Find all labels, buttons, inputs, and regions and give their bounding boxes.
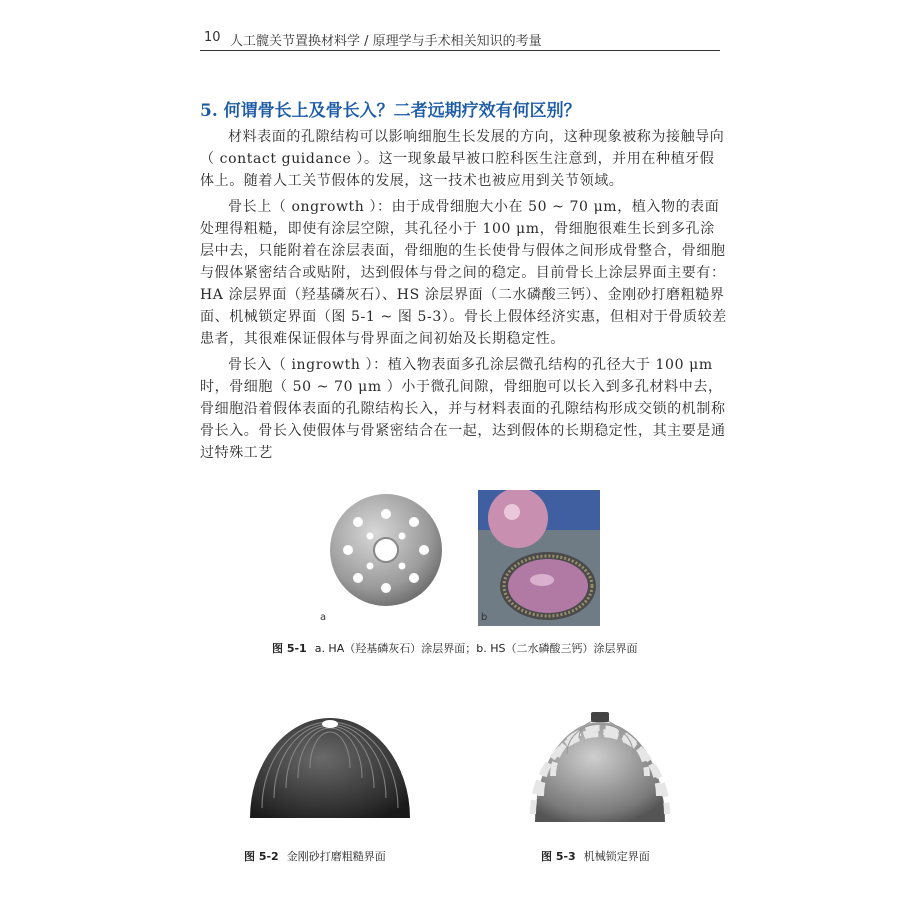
figure-5-2-text: 金刚砂打磨粗糙界面 xyxy=(286,850,386,863)
figure-5-2-caption xyxy=(244,848,386,864)
section-title: 5. 何谓骨长上及骨长入？二者远期疗效有何区别？ xyxy=(200,101,581,121)
figure-5-3-number: 图 5-3 xyxy=(541,850,576,863)
figure-5-2-number: 图 5-2 xyxy=(244,850,279,863)
running-header xyxy=(200,28,720,51)
figure-5-1a-label: a xyxy=(320,612,327,623)
figure-5-1b-label: b xyxy=(481,612,488,623)
figure-5-2-image xyxy=(240,700,420,840)
figure-5-1a-image xyxy=(318,492,458,622)
figure-5-1b-image xyxy=(478,490,600,626)
figure-5-3-caption xyxy=(541,848,650,864)
paragraph-ingrowth: 骨长入（ ingrowth ）：植入物表面多孔涂层微孔结构的孔径大于 100 μm 时，骨细胞（ 50 ~ 70 μm ）小于微孔间隙，骨细胞可以长入到多孔材料中去，骨细胞沿着假体表面的孔隙结构长入，并与材料表面的孔隙结构形成交锁的机制称骨长入。骨长入使假体与骨紧密结合在一起，达到假体的长期稳定性，其主要是通过特殊工艺 xyxy=(200,357,726,461)
paragraph-ongrowth: 骨长上（ ongrowth ）：由于成骨细胞大小在 50 ~ 70 μm，植入物的表面处理得粗糙，即使有涂层空隙，其孔径小于 100 μm，骨细胞很难生长到多孔涂层中去，只能附着在涂层表面，骨细胞的生长使骨与假体之间形成骨整合，骨细胞与假体紧密结合或贴附，达到假体与骨之间的稳定。目前骨长上涂层界面主要有：HA 涂层界面（羟基磷灰石）、HS 涂层界面（二水磷酸三钙）、金刚砂打磨粗糙界面、机械锁定界面（图 5-1 ~ 图 5-3）。骨长上假体经济实惠，但相对于骨质较差患者，其很难保证假体与骨界面之间初始及长期稳定性。 xyxy=(200,199,727,347)
page-number: 10 xyxy=(204,30,221,45)
paragraph-contact-guidance: 材料表面的孔隙结构可以影响细胞生长发展的方向，这种现象被称为接触导向（ contact guidance ）。这一现象最早被口腔科医生注意到，并用在种植牙假体上。随着人工关节假体的发展，这一技术也被应用到关节领域。 xyxy=(200,129,725,189)
running-title: 人工髋关节置换材料学 / 原理学与手术相关知识的考量 xyxy=(230,34,542,49)
figure-5-1-number: 图 5-1 xyxy=(272,642,307,655)
figure-5-3-text: 机械锁定界面 xyxy=(583,850,650,863)
figure-5-3-image xyxy=(515,702,685,838)
figure-5-1-text: a. HA（羟基磷灰石）涂层界面；b. HS（二水磷酸三钙）涂层界面 xyxy=(314,642,638,655)
figure-5-1-caption xyxy=(272,640,637,656)
